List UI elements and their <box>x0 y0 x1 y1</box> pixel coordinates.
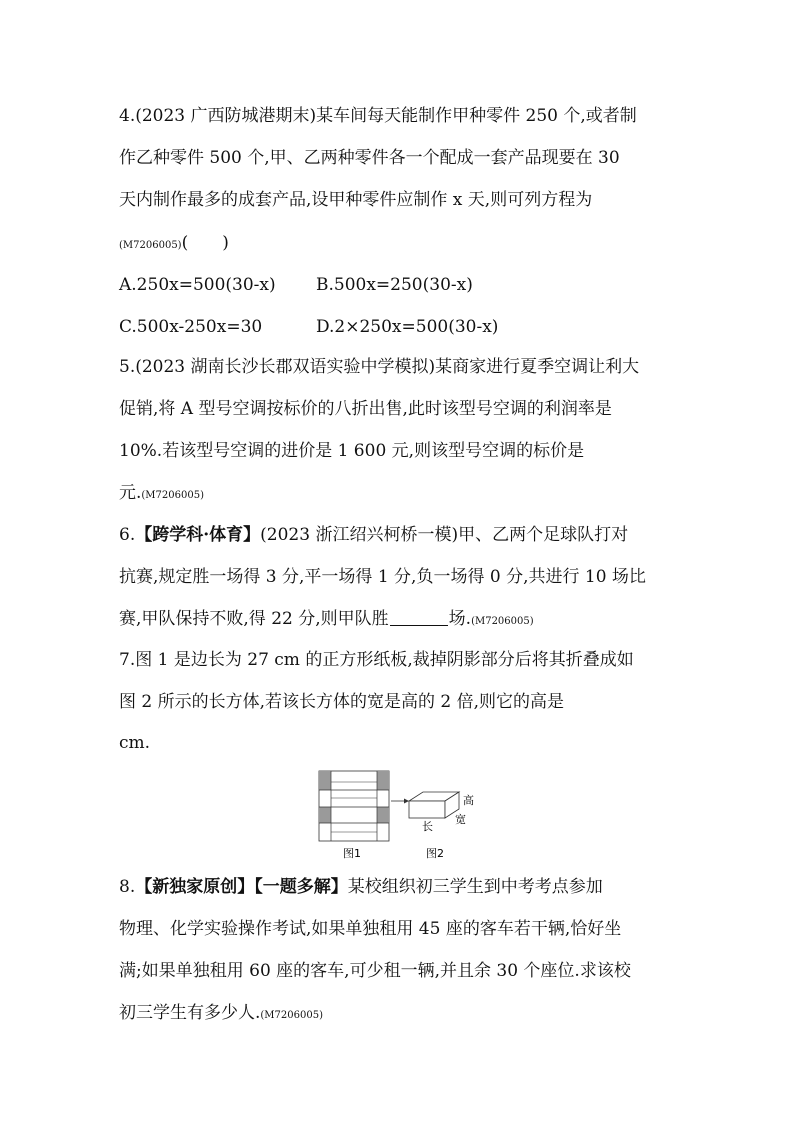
q5-line-3: 10%.若该型号空调的进价是 1 600 元,则该型号空调的标价是 <box>119 441 585 461</box>
q4-option-d[interactable]: D.2×250x=500(30-x) <box>316 317 499 337</box>
q8-tag-multi-solution: 【一题多解】 <box>254 877 348 897</box>
q5-line-2: 促销,将 A 型号空调按标价的八折出售,此时该型号空调的利润率是 <box>119 399 612 419</box>
q4-code-line <box>119 231 229 258</box>
q4-line-2: 作乙种零件 500 个,甲、乙两种零件各一个配成一套产品现要在 30 <box>119 148 620 168</box>
q7-line-2: 图 2 所示的长方体,若该长方体的宽是高的 2 倍,则它的高是 <box>119 692 565 712</box>
q8-code: (M7206005) <box>260 1010 323 1021</box>
q6-answer-blank[interactable] <box>390 609 448 626</box>
q7-figure-svg <box>318 770 488 862</box>
q8-line-4: 初三学生有多少人. <box>119 1003 261 1023</box>
q8-line-4-row <box>119 1001 323 1028</box>
q8-line-1-text: 某校组织初三学生到中考考点参加 <box>347 877 603 897</box>
height-label: 高 <box>463 794 474 807</box>
q7-figure <box>318 770 488 862</box>
arrow-icon <box>391 799 409 804</box>
figure-1-caption: 图1 <box>343 847 361 860</box>
q4-answer-paren-open: ( <box>181 233 189 253</box>
q4-line-3: 天内制作最多的成套产品,设甲种零件应制作 x 天,则可列方程为 <box>119 190 593 210</box>
q4-line-1: 4.(2023 广西防城港期末)某车间每天能制作甲种零件 250 个,或者制 <box>119 106 637 126</box>
q8-line-1 <box>119 875 603 899</box>
q7-tail: cm. <box>119 733 151 753</box>
q5-line-1: 5.(2023 湖南长沙长郡双语实验中学模拟)某商家进行夏季空调让利大 <box>119 357 640 377</box>
q4-answer-paren-close: ) <box>222 233 229 253</box>
q6-line-3 <box>119 607 534 634</box>
q4-code: (M7206005) <box>119 240 182 251</box>
q7-line-1: 7.图 1 是边长为 27 cm 的正方形纸板,裁掉阴影部分后将其折叠成如 <box>119 650 634 670</box>
q8-line-3: 满;如果单独租用 60 座的客车,可少租一辆,并且余 30 个座位.求该校 <box>119 961 631 981</box>
q8-tag-original: 【新独家原创】 <box>135 877 255 897</box>
length-label: 长 <box>422 820 433 833</box>
q5-tail: 元. <box>119 483 142 503</box>
q6-tag: 【跨学科·体育】 <box>135 525 261 545</box>
q6-line-1-text: (2023 浙江绍兴柯桥一模)甲、乙两个足球队打对 <box>260 525 629 545</box>
q6-line-3-text: 赛,甲队保持不败,得 22 分,则甲队胜 <box>119 609 389 629</box>
q8-line-2: 物理、化学实验操作考试,如果单独租用 45 座的客车若干辆,恰好坐 <box>119 919 622 939</box>
figure-2-cuboid <box>409 792 459 818</box>
q5-code: (M7206005) <box>141 490 204 501</box>
q5-tail-line <box>119 481 204 508</box>
q6-line-1 <box>119 523 628 547</box>
q4-option-b[interactable]: B.500x=250(30-x) <box>316 275 473 295</box>
q6-line-2: 抗赛,规定胜一场得 3 分,平一场得 1 分,负一场得 0 分,共进行 10 场比 <box>119 567 646 587</box>
q4-option-a[interactable]: A.250x=500(30-x) <box>119 275 276 295</box>
q8-number: 8. <box>119 877 136 897</box>
q6-line-3-end: 场. <box>448 609 472 629</box>
q6-number: 6. <box>119 525 136 545</box>
width-label: 宽 <box>455 813 466 826</box>
q6-code: (M7206005) <box>471 616 534 627</box>
q4-option-c[interactable]: C.500x-250x=30 <box>119 317 263 337</box>
figure-2-caption: 图2 <box>426 847 444 860</box>
figure-1-square <box>319 771 389 841</box>
